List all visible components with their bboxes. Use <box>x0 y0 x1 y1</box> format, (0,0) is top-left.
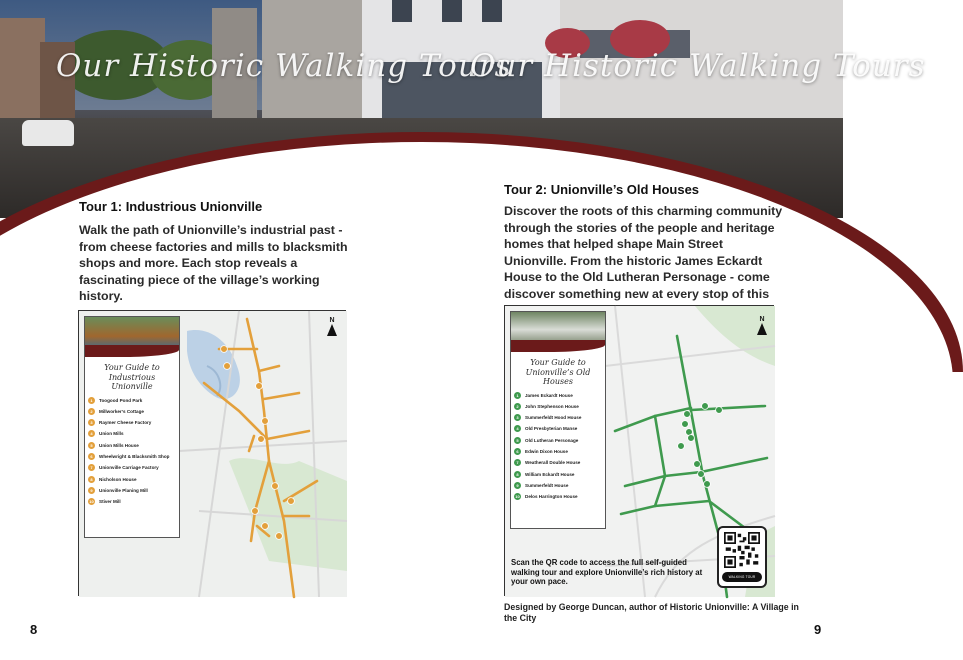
stop-marker: 9 <box>514 482 521 489</box>
stop-marker: 6 <box>514 448 521 455</box>
walking-tour-pill: WALKING TOUR <box>722 572 762 582</box>
list-item: 5 Union Mills House <box>88 443 176 449</box>
stop-marker: 1 <box>88 397 95 404</box>
stop-marker: 4 <box>514 425 521 432</box>
list-item: 9 Unionville Planing Mill <box>88 488 176 494</box>
list-item: 3 Raymer Cheese Factory <box>88 420 176 426</box>
page-number-right: 9 <box>814 622 822 637</box>
list-item: 6 Edwin Dixon House <box>514 449 602 455</box>
stop-marker: 7 <box>88 464 95 471</box>
stop-list <box>511 393 605 501</box>
list-item: 10 Delos Harrington House <box>515 494 578 500</box>
legend-band <box>511 340 605 352</box>
list-item: 1 James Eckardt House <box>514 393 602 399</box>
list-item: 10 Stiver Mill <box>89 499 121 505</box>
car <box>22 120 74 146</box>
north-arrow-icon: N <box>327 317 337 336</box>
stop-marker: 5 <box>514 437 521 444</box>
list-item: 6 Wheelwright & Blacksmith Shop <box>88 454 176 460</box>
tour2-description: Discover the roots of this charming community through the stories of the people and heritage homes that helped shape Main Street Unionville. From the historic James Eckardt House to the Old Lutheran Personage - come discover something new at every stop of this <box>504 204 783 301</box>
stop-marker: 6 <box>88 453 95 460</box>
stop-marker: 10 <box>89 499 94 505</box>
list-item: 3 Summerfeldt Hood House <box>514 415 602 421</box>
page-number-left: 8 <box>30 622 38 637</box>
hero-title-right: Our Historic Walking Tours <box>470 48 926 84</box>
design-credit: Designed by George Duncan, author of Historic Unionville: A Village in the City <box>504 602 799 623</box>
legend-title: Your Guide to Unionville’s Old Houses <box>525 358 591 386</box>
tour1-map-legend <box>84 316 180 538</box>
stop-marker: 9 <box>88 487 95 494</box>
stop-marker: 8 <box>88 476 95 483</box>
stop-marker: 2 <box>88 408 95 415</box>
tour1-map <box>78 310 346 596</box>
stop-marker: 8 <box>514 471 521 478</box>
list-item: 4 Union Mills <box>88 431 176 437</box>
stop-marker: 3 <box>88 419 95 426</box>
list-item: 2 Millworker’s Cottage <box>88 409 176 415</box>
stop-marker: 1 <box>514 392 521 399</box>
stop-marker: 5 <box>88 442 95 449</box>
list-item: 7 Weatherall Double House <box>514 460 602 466</box>
list-item: 1 Toogood Pond Park <box>88 398 176 404</box>
tour2-map <box>504 305 774 596</box>
stop-marker: 2 <box>514 403 521 410</box>
list-item: 8 William Eckardt House <box>514 472 602 478</box>
qr-code-icon[interactable] <box>724 532 760 568</box>
stop-marker: 10 <box>515 494 520 500</box>
stop-marker: 7 <box>514 459 521 466</box>
stop-marker: 4 <box>88 430 95 437</box>
list-item: 8 Nicholson House <box>88 477 176 483</box>
list-item: 9 Summerfeldt House <box>514 483 602 489</box>
legend-title: Your Guide to Industrious Unionville <box>104 363 160 391</box>
list-item: 2 John Stephenson House <box>514 404 602 410</box>
qr-caption: Scan the QR code to access the full self-guided walking tour and explore Unionville’s rich history at your own pace. <box>511 558 703 586</box>
tour2-title: Tour 2: Unionville’s Old Houses <box>504 182 700 197</box>
tour2-map-legend <box>510 311 606 529</box>
north-arrow-icon: N <box>757 316 767 335</box>
hero-title-left: Our Historic Walking Tours <box>56 48 512 84</box>
list-item: 4 Old Presbyterian Manse <box>514 426 602 432</box>
tour1-title: Tour 1: Industrious Unionville <box>79 199 263 214</box>
building <box>0 18 45 133</box>
qr-code-card[interactable] <box>717 526 767 588</box>
stop-marker: 3 <box>514 414 521 421</box>
list-item: 5 Old Lutheran Personage <box>514 438 602 444</box>
legend-band <box>85 345 179 357</box>
tour1-description: Walk the path of Unionville’s industrial past - from cheese factories and mills to blacksmith shops and more. Each stop reveals a fascinating piece of the village’s working history. <box>79 223 348 303</box>
stop-list <box>85 398 179 506</box>
list-item: 7 Unionville Carriage Factory <box>88 465 176 471</box>
